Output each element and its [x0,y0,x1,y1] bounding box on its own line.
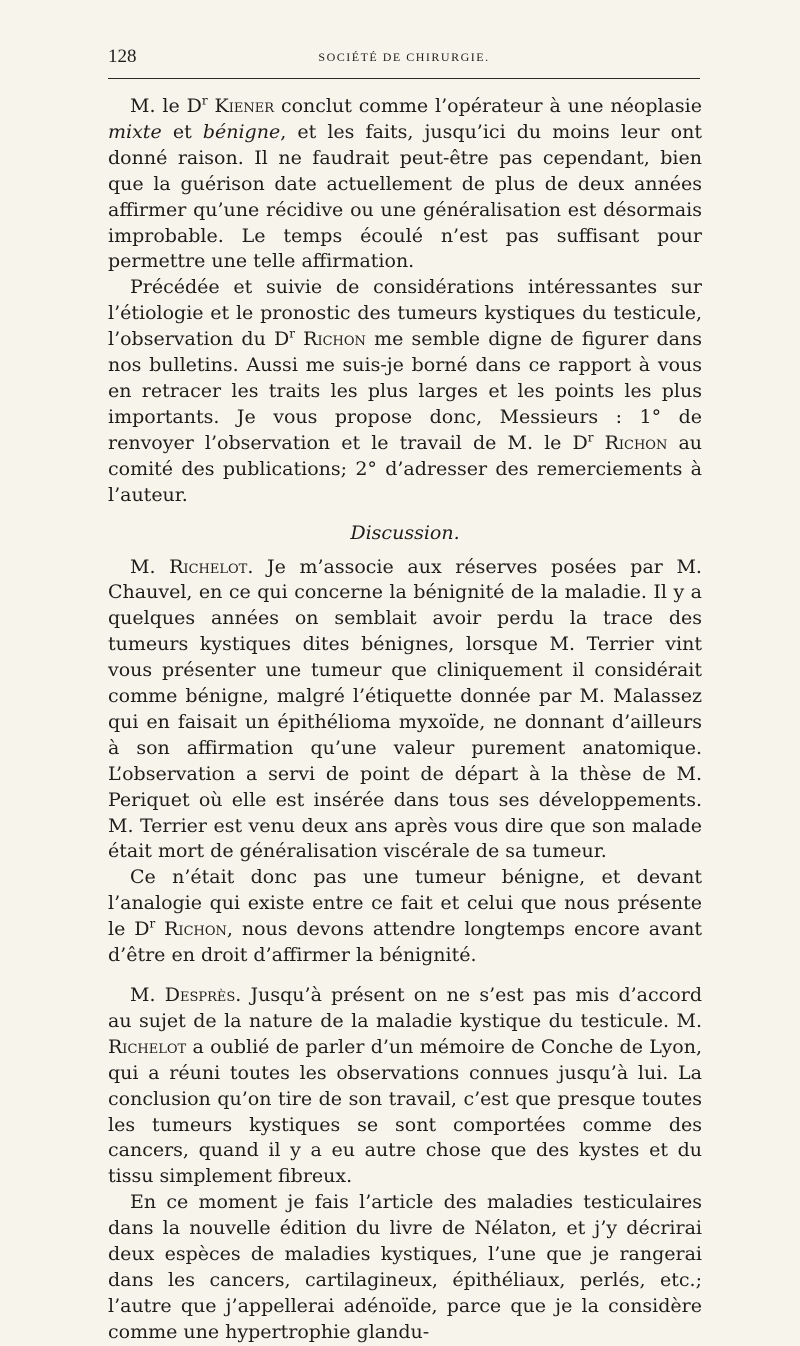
text-run: . Jusqu’à présent on ne s’est pas mis d’accord au sujet de la nature de la maladie kystique du testicule. M. [108,984,702,1032]
section-heading: Discussion. [350,521,460,544]
body-text [108,94,702,1346]
superscript: r [201,93,208,108]
name-small-caps: Richon [294,328,366,351]
paragraph [108,1190,702,1345]
text-run: Ce n’était donc pas une tumeur bénigne, et devant l’analogie qui existe entre ce fait et celui que nous présente le D [108,866,702,941]
text-run: M. le D [130,95,202,117]
text-run: conclut comme l’opérateur à une néoplasie [274,95,702,117]
text-run: . Je m’associe aux réserves posées par M. Chauvel, en ce qui concerne la bénignité de la maladie. Il y a quelques années on semblait avoir perdu la trace des tumeurs kystiques dites bénignes, lorsque M. Terrier vint vous présenter une tumeur que cliniquement il considérait comme bénigne, malgré l’étiquette donnée par M. Malassez qui en faisait un épithélioma myxoïde, ne donnant d’ailleurs à son affirmation qu’une valeur purement anatomique. L’observation a servi de point de départ à la thèse de M. Periquet où elle est insérée dans tous ses développements. M. Terrier est venu deux ans après vous dire que son malade était mort de généralisation viscérale de sa tumeur. [108,555,702,863]
paragraph [108,275,702,508]
name-small-caps: Richelot [108,1035,187,1058]
name-small-caps: Richelot [169,555,248,578]
text-run: , nous devons attendre longtemps encore avant d’être en droit d’affirmer la bénignité. [108,918,703,967]
text-run: au comité des publications; 2° d’adresser des remerciements à l’auteur. [108,431,703,506]
name-small-caps: Desprès [164,984,236,1006]
name-small-caps: Richon [593,431,668,454]
paragraph [108,983,702,1190]
text-run: me semble digne de figurer dans nos bulletins. Aussi me suis-je borné dans ce rapport à vous en retracer les traits les plus larges et les points les plus importants. Je vous propose donc, Messieurs : 1° de renvoyer l’observation et le travail de M. le D [108,328,702,454]
superscript: r [587,430,594,445]
page-header [108,46,700,74]
text-run: M. [130,984,165,1006]
paragraph [108,865,702,969]
italic-text: mixte [108,120,162,143]
text-run: , et les faits, jusqu’ici du moins leur ont donné raison. Il ne faudrait peut-être pas cependant, bien que la guérison date actuellement de plus de deux années affirmer qu’une récidive ou une généralisation est désormais improbable. Le temps écoulé n’est pas suffisant pour permettre une telle affirmation. [108,120,702,273]
text-run: M. [130,555,170,578]
superscript: r [149,916,156,931]
page-number: 128 [108,46,137,67]
name-small-caps: Kiener [207,95,275,117]
paragraph [108,94,702,275]
text-run: Précédée et suivie de considérations intéressantes sur l’étiologie et le pronostic des tumeurs kystiques du testicule, l’observation du D [108,276,702,351]
italic-text: bénigne [202,120,281,143]
header-rule [108,78,700,79]
text-run: et [161,120,203,143]
text-run: a oublié de parler d’un mémoire de Conche de Lyon, qui a réuni toutes les observations connues jusqu’à lui. La conclusion qu’on tire de son travail, c’est que presque toutes les tumeurs kystiques se sont comportées comme des cancers, quand il y a eu autre chose que des kystes et du tissu simplement fibreux. [108,1035,702,1188]
text-run: En ce moment je fais l’article des maladies testiculaires dans la nouvelle édition du livre de Nélaton, et j’y décrirai deux espèces de maladies kystiques, l’une que je rangerai dans les cancers, cartilagineux, épithéliaux, perlés, etc.; l’autre que j’appellerai adénoïde, parce que je la considère comme une hypertrophie glandu- [108,1191,702,1343]
superscript: r [289,326,295,341]
running-title: SOCIÉTÉ DE CHIRURGIE. [318,50,490,64]
name-small-caps: Richon [155,918,227,941]
paragraph [108,555,702,866]
